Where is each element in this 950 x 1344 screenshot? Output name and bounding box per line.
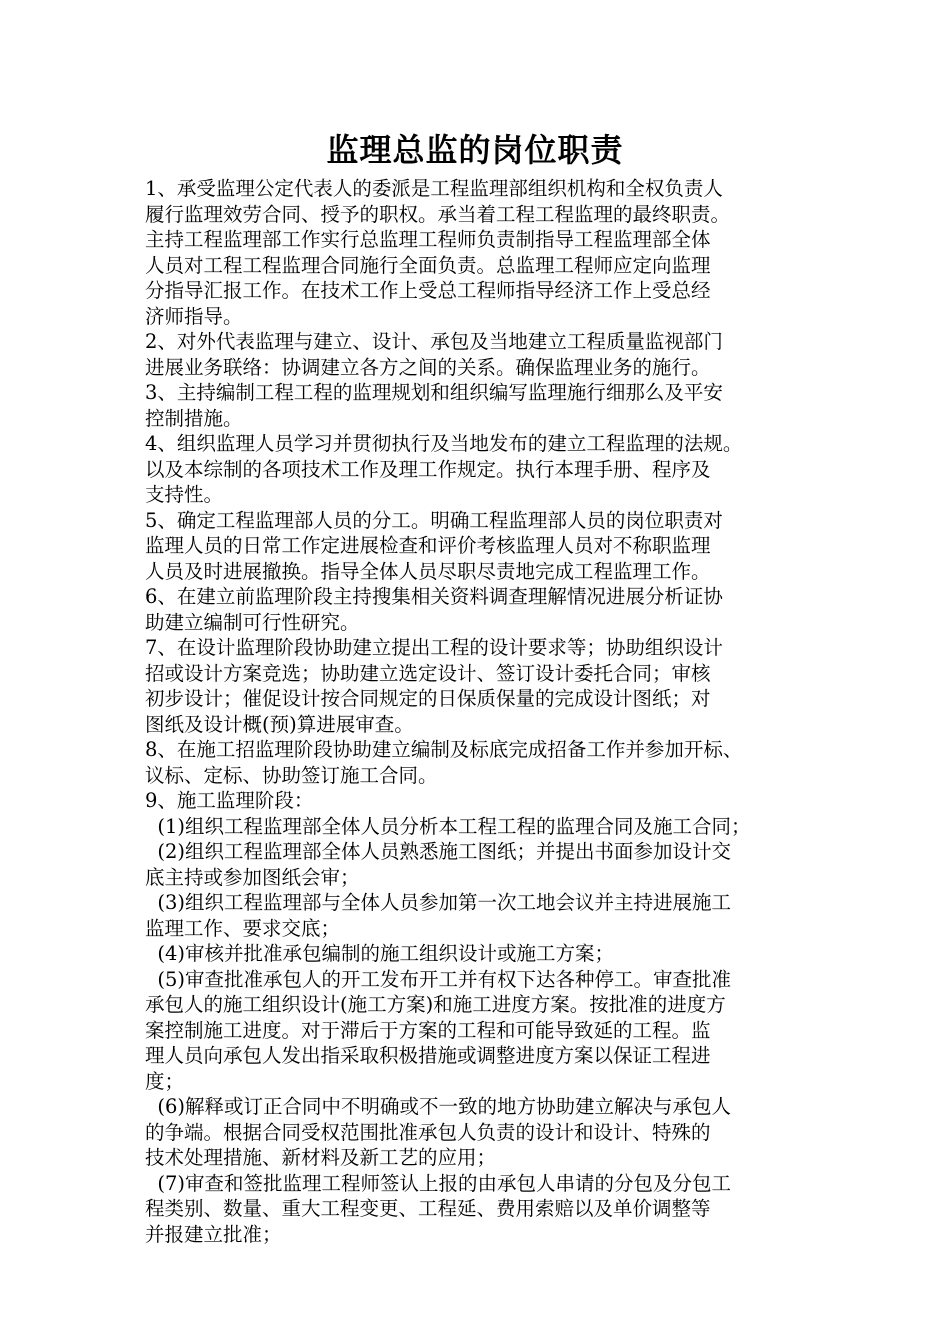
- body-text-line: 8、在施工招监理阶段协助建立编制及标底完成招备工作并参加开标、: [145, 738, 743, 761]
- body-text-line: 以及本综制的各项技术工作及理工作规定。执行本理手册、程序及: [145, 457, 711, 481]
- body-text-line: 2、对外代表监理与建立、设计、承包及当地建立工程质量监视部门: [145, 330, 723, 353]
- body-text-line: 承包人的施工组织设计(施工方案)和施工进度方案。按批准的进度方: [145, 993, 726, 1016]
- body-text-line: 济师指导。: [145, 304, 243, 328]
- body-text-line: (1)组织工程监理部全体人员分析本工程工程的监理合同及施工合同；: [145, 814, 751, 838]
- body-text-line: 助建立编制可行性研究。: [145, 610, 360, 634]
- body-text-line: 并报建立批准；: [145, 1222, 282, 1246]
- body-text-line: (5)审查批准承包人的开工发布开工并有权下达各种停工。审查批准: [145, 967, 732, 991]
- body-text-line: 3、主持编制工程工程的监理规划和组织编写监理施行细那么及平安: [145, 381, 723, 404]
- body-text-line: 1、承受监理公定代表人的委派是工程监理部组织机构和全权负责人: [145, 177, 723, 200]
- body-text-line: 底主持或参加图纸会审；: [145, 865, 360, 889]
- body-text-line: 4、组织监理人员学习并贯彻执行及当地发布的建立工程监理的法规。: [145, 432, 743, 455]
- body-text-line: 监理人员的日常工作定进展检查和评价考核监理人员对不称职监理: [145, 534, 711, 557]
- body-text-line: 技术处理措施、新材料及新工艺的应用；: [145, 1146, 497, 1169]
- body-text-line: (4)审核并批准承包编制的施工组织设计或施工方案；: [145, 942, 615, 965]
- body-text-line: (2)组织工程监理部全体人员熟悉施工图纸；并提出书面参加设计交: [145, 840, 732, 863]
- body-text-line: 7、在设计监理阶段协助建立提出工程的设计要求等；协助组织设计: [145, 636, 723, 659]
- body-text-line: 9、施工监理阶段：: [145, 789, 314, 812]
- body-text-line: 6、在建立前监理阶段主持搜集相关资料调查理解情况进展分析证协: [145, 585, 723, 608]
- body-text-line: 监理工作、要求交底；: [145, 916, 341, 940]
- body-text-line: (7)审查和签批监理工程师签认上报的由承包人串请的分包及分包工: [145, 1171, 732, 1195]
- body-text-line: 议标、定标、协助签订施工合同。: [145, 763, 438, 787]
- body-text-line: (3)组织工程监理部与全体人员参加第一次工地会议并主持进展施工: [145, 891, 732, 914]
- body-text-line: 履行监理效劳合同、授予的职权。承当着工程工程监理的最终职责。: [145, 202, 731, 226]
- body-text-line: 理人员向承包人发出指采取积极措施或调整进度方案以保证工程进: [145, 1044, 711, 1067]
- body-text-line: 支持性。: [145, 483, 224, 506]
- body-text-line: 控制措施。: [145, 406, 243, 430]
- body-text-line: 的争端。根据合同受权范围批准承包人负责的设计和设计、特殊的: [145, 1120, 711, 1144]
- document-body: [145, 176, 817, 1247]
- body-text-line: 人员及时进展撤换。指导全体人员尽职尽责地完成工程监理工作。: [145, 559, 711, 583]
- body-text-line: 分指导汇报工作。在技术工作上受总工程师指导经济工作上受总经: [145, 279, 711, 302]
- body-text-line: 图纸及设计概(预)算进展审查。: [145, 712, 414, 736]
- document-title: 监理总监的岗位职责: [326, 131, 624, 169]
- body-text-line: 招或设计方案竞选；协助建立选定设计、签订设计委托合同；审核: [145, 661, 711, 685]
- body-text-line: (6)解释或订正合同中不明确或不一致的地方协助建立解决与承包人: [145, 1095, 732, 1118]
- body-text-line: 初步设计；催促设计按合同规定的日保质保量的完成设计图纸；对: [145, 687, 711, 710]
- body-text-line: 案控制施工进度。对于滞后于方案的工程和可能导致延的工程。监: [145, 1018, 711, 1042]
- body-text-line: 主持工程监理部工作实行总监理工程师负责制指导工程监理部全体: [145, 228, 711, 251]
- body-text-line: 程类别、数量、重大工程变更、工程延、费用索赔以及单价调整等: [145, 1197, 711, 1220]
- body-text-line: 人员对工程工程监理合同施行全面负责。总监理工程师应定向监理: [145, 253, 711, 277]
- body-text-line: 度；: [145, 1069, 185, 1093]
- body-text-line: 进展业务联络：协调建立各方之间的关系。确保监理业务的施行。: [145, 355, 711, 379]
- body-text-line: 5、确定工程监理部人员的分工。明确工程监理部人员的岗位职责对: [145, 508, 723, 532]
